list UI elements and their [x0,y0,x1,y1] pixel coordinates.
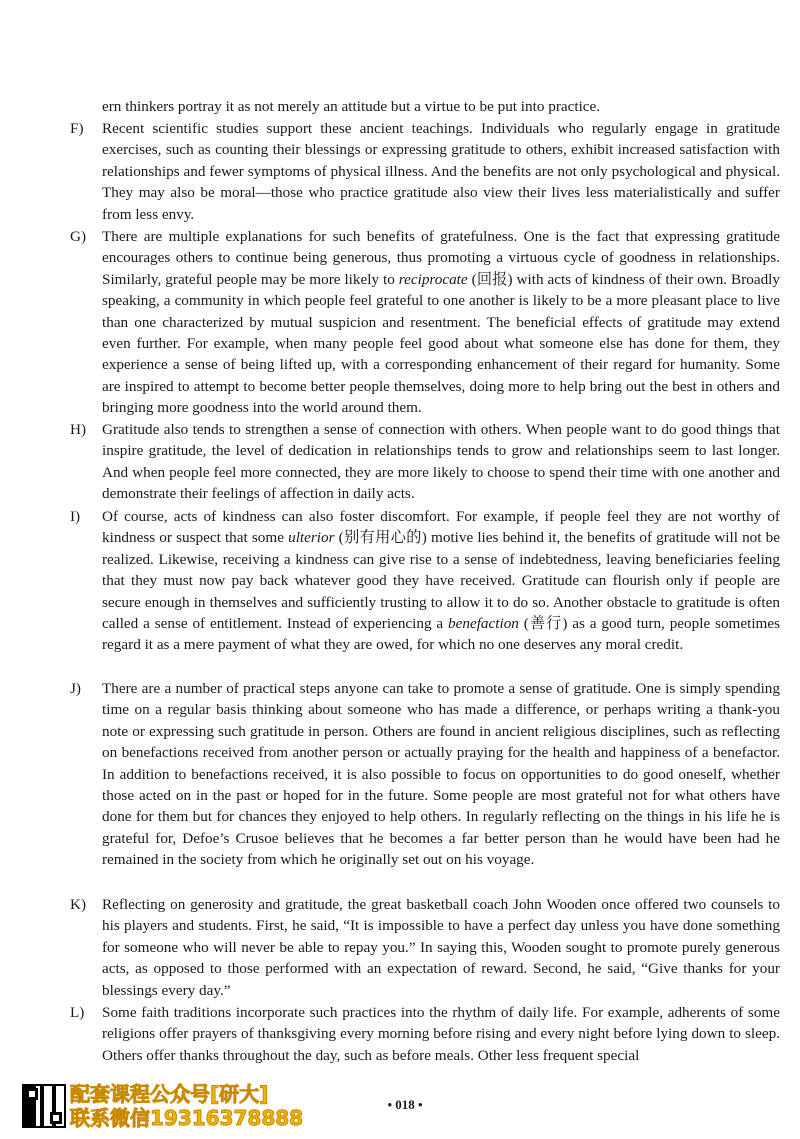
qr-code-icon [22,1084,66,1128]
paragraph-label: G) [70,228,87,245]
paragraph-text: Gratitude also tends to strengthen a sense of connection with others. When people want to do good things that inspire gratitude, the level of dedication in relationships tends to grow and relationships seem to last longer. And when people feel more connected, they are more likely to choose to spend their time with one another and demonstrate their feelings of affection in daily acts. [102,421,780,503]
page-number: • 018 • [387,1097,423,1112]
watermark [70,1082,303,1130]
paragraph-text: Recent scientific studies support these ancient teachings. Individuals who regularly engage in gratitude exercises, such as counting their blessings or expressing gratitude to others, exhibit increased satisfaction with relationships and fewer symptoms of physical illness. And the benefits are not only psychological and physical. They may also be moral—those who practice gratitude also view their lives less materialistically and suffer from less envy. [102,120,780,223]
italic-term: reciprocate [398,270,468,288]
paragraph-text: There are a number of practical steps anyone can take to promote a sense of gratitude. One is simply spending time on a regular basis thinking about someone who has made a difference, or perhaps writing a thank-you note or expressing such gratitude in person. Others are found in ancient religious disciplines, such as reflecting on benefactions received from another person or actually praying for the health and happiness of a benefactor. In addition to benefactions received, it is also possible to focus on opportunities to do good oneself, whether those acted on in the past or hoped for in the future. Some people are most grateful not for what others have done for them but for chances they enjoyed to help others. In regularly reflecting on the things in his life he is grateful for, Defoe’s Crusoe believes that he becomes a far better person than he would have been had he remained in the society from which he originally set out on his voyage. [102,680,780,869]
paragraph-l [70,1002,780,1066]
paragraph-label: K) [70,896,87,913]
paragraph-f [70,118,780,225]
paragraph-text: There are multiple explanations for such benefits of gratefulness. One is the fact that expressing gratitude encourages others to continue being generous, thus promoting a virtuous cycle of goodness in relationships. Similarly, grateful people may be more likely to reciprocate (回报) with acts of kindness of their own. Broadly speaking, a community in which people feel grateful to one another is likely to be a more pleasant place to live than one characterized by mutual suspicion and resentment. The beneficial effects of gratitude may extend even further. For example, when many people feel good about what someone else has done for them, they experience a sense of being lifted up, with a corresponding enhancement of their regard for humanity. Some are inspired to attempt to become better people themselves, doing more to help bring out the best in others and bringing more goodness into the world around them. [102,228,780,417]
paragraph-label: F) [70,120,84,137]
paragraph-label: I) [70,508,81,525]
paragraph-h [70,419,780,505]
paragraph-label: L) [70,1004,85,1021]
paragraph-g [70,226,780,419]
paragraph-label: H) [70,421,87,438]
chinese-gloss: (善行) [518,615,568,633]
intro-line: ern thinkers portray it as not merely an attitude but a virtue to be put into practice. [102,98,601,115]
chinese-gloss: (回报) [467,270,513,288]
paragraph-text: Of course, acts of kindness can also foster discomfort. For example, if people feel they are not worthy of kindness or suspect that some ulterior (别有用心的) motive lies behind it, the benefits of gratitude will not be realized. Likewise, receiving a kindness can give rise to a sense of indebtedness, leaving beneficiaries feeling that they must now pay back whatever good they have received. Gratitude can flourish only if people are secure enough in themselves and sufficiently trusting to allow it to do so. Another obstacle to gratitude is often called a sense of entitlement. Instead of experiencing a benefaction (善行) as a good turn, people sometimes regard it as a mere payment of what they are owed, for which no one deserves any moral credit. [102,508,780,654]
watermark-line-1: 配套课程公众号[研大] [70,1082,269,1106]
paragraph-k [70,894,780,1001]
watermark-line-2: 联系微信19316378888 [70,1106,304,1130]
paragraph-label: J) [70,680,81,697]
chinese-gloss: (别有用心的) [334,529,427,547]
paragraph-text: Some faith traditions incorporate such practices into the rhythm of daily life. For example, adherents of some religions offer prayers of thanksgiving every morning before rising and every night before lying down to sleep. Others offer thanks throughout the day, such as before meals. Other less frequent special [102,1004,780,1064]
paragraph-i [70,506,780,656]
italic-term: ulterior [288,529,335,547]
italic-term: benefaction [448,615,519,633]
paragraph-text: Reflecting on generosity and gratitude, the great basketball coach John Wooden once offered two counsels to his players and students. First, he said, “It is impossible to have a perfect day unless you have done something for someone who will never be able to repay you.” In saying this, Wooden sought to promote purely generous acts, as opposed to those performed with an expectation of reward. Second, he said, “Give thanks for your blessings every day.” [102,896,780,999]
paragraph-j [70,678,780,871]
